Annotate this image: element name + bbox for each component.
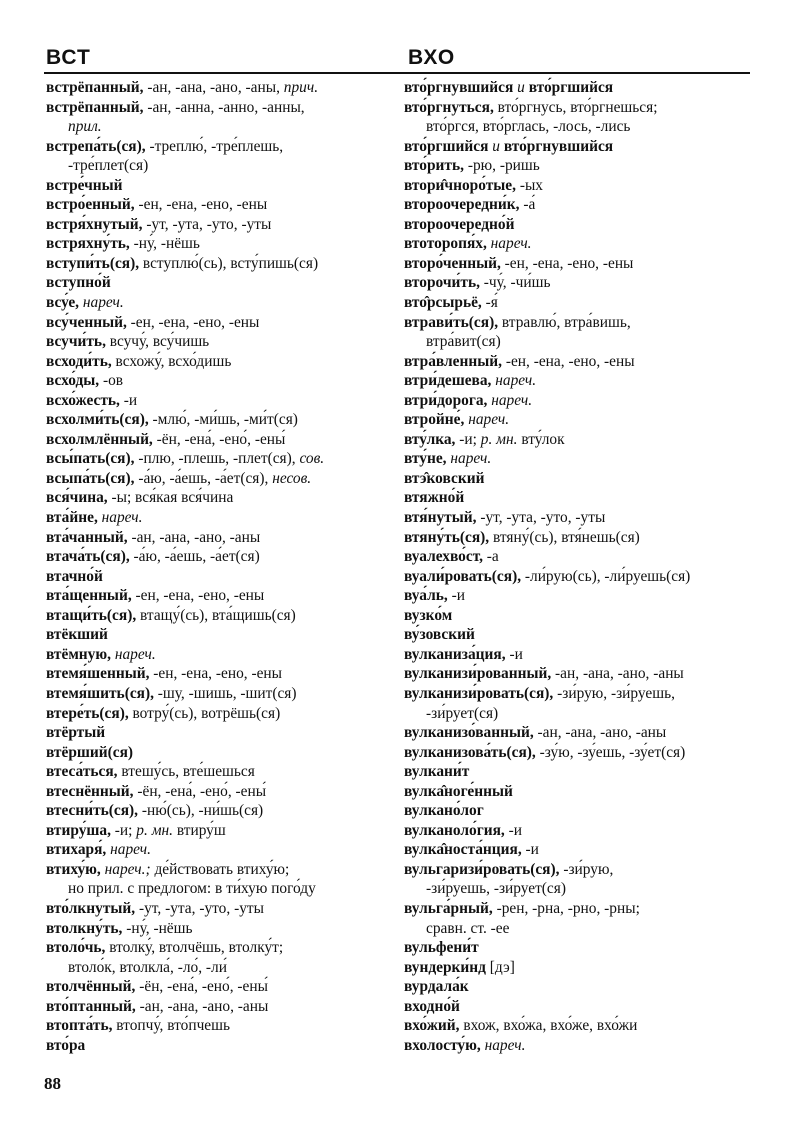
headword: вта́йне, [46, 509, 98, 527]
headword: встре́чный [46, 176, 123, 194]
usage-note: сравн. ст. [426, 919, 487, 937]
headword: втащи́ть(ся), [46, 606, 137, 624]
headword: вурдала́к [404, 978, 469, 996]
headword: вхолосту́ю, [404, 1036, 481, 1054]
entry-continuation: втра́вит(ся) [426, 333, 501, 351]
dictionary-entry [46, 195, 386, 215]
headword: втеснённый, [46, 782, 134, 800]
grammar-note: нареч. [464, 411, 510, 429]
dictionary-entry [404, 586, 754, 606]
entry-forms: -я́ [481, 294, 498, 312]
entry-forms: -и [447, 587, 465, 605]
entry-forms: -ут, -ута, -уто, -уты [476, 509, 606, 527]
entry-forms: в ти́хую пого́ду [211, 880, 316, 898]
dictionary-entry [404, 528, 754, 548]
headword: втра́вленный, [404, 352, 502, 370]
grammar-note: нареч. [110, 645, 156, 663]
entry-forms: -и; [110, 821, 137, 839]
headword: вступно́й [46, 274, 111, 292]
dictionary-entry [404, 762, 754, 782]
dictionary-entry [46, 176, 386, 196]
headword: всучи́ть, [46, 333, 106, 351]
dictionary-entry [404, 625, 754, 645]
entry-forms: втащу́(сь), вта́щишь(ся) [136, 606, 296, 624]
right-column [404, 78, 754, 1055]
headword: всхо́ды, [46, 372, 100, 390]
dictionary-entry [404, 938, 754, 958]
dictionary-entry [404, 98, 754, 118]
grammar-note: нареч. [486, 235, 532, 253]
dictionary-entry [46, 234, 386, 254]
headword: втемя́шить(ся), [46, 684, 154, 702]
dictionary-entry [46, 782, 386, 802]
entry-forms: -ен, -ена, -ено, -ены [149, 665, 282, 683]
headword: втяну́ть(ся), [404, 528, 490, 546]
headword: вта́щенный, [46, 587, 132, 605]
headword: втэ̂ковский [404, 469, 485, 487]
headword: вто́птанный, [46, 997, 136, 1015]
headword: втихаря́, [46, 841, 107, 859]
dictionary-entry [46, 899, 386, 919]
entry-forms: втешу́сь, вте́шешься [117, 763, 255, 781]
entry-forms: -и [504, 821, 523, 839]
headword: втача́ть(ся), [46, 548, 130, 566]
dictionary-entry [404, 1036, 754, 1056]
dictionary-entry [404, 645, 754, 665]
dictionary-entry [46, 273, 386, 293]
entry-forms: -и [119, 391, 138, 409]
headword: второочередни́к, [404, 196, 520, 214]
entry-continuation: вто́ргся, вто́рглась, -лось, -лись [426, 118, 631, 136]
dictionary-entry [404, 371, 754, 391]
entry-continuation: -зи́рует(ся) [426, 704, 499, 722]
entry-forms: -млю́, -ми́шь, -ми́т(ся) [148, 411, 298, 429]
header-right-guide-word: ВХО [408, 46, 456, 69]
headword: вту́лка, [404, 430, 456, 448]
dictionary-entry [404, 567, 754, 587]
dictionary-entry [46, 98, 386, 118]
entry-forms: вту́лок [517, 430, 565, 448]
entry-forms: -ен, -ена, -ено, -ены [501, 352, 635, 370]
entry-forms: -зу́ю, -зу́ешь, -зу́ет(ся) [535, 743, 686, 761]
headword: втиру́ша, [46, 821, 111, 839]
headword: втачно́й [46, 567, 103, 585]
grammar-note: несов. [272, 469, 312, 487]
headword: ву́зовский [404, 626, 475, 644]
headword: втя́нутый, [404, 509, 477, 527]
headword: встряхну́ть, [46, 235, 130, 253]
headword: встрёпанный, [46, 79, 144, 96]
left-column [46, 78, 386, 1055]
headword: всхолми́ть(ся), [46, 411, 149, 429]
headword: втопта́ть, [46, 1017, 113, 1035]
headword: вулканизо́ванный, [404, 724, 534, 742]
entry-continuation: втоло́к, втолкла́, -ло́, -ли́ [68, 958, 227, 976]
headword: вулканизи́рованный, [404, 665, 552, 683]
headword: вулка̂ноге́нный [404, 782, 513, 800]
headword: второ́ченный, [404, 254, 501, 272]
dictionary-entry [404, 840, 754, 860]
entry-forms: -ню́(сь), -ни́шь(ся) [138, 802, 264, 820]
entry-continuation: -зи́руешь, -зи́рует(ся) [426, 880, 566, 898]
headword: всыпа́ть(ся), [46, 469, 135, 487]
grammar-note: нареч. [491, 372, 537, 390]
entry-forms: -ых [515, 176, 543, 194]
entry-forms: -ён, -ена́, -ено́, -ены́ [133, 782, 267, 800]
grammar-note: и [513, 79, 525, 96]
dictionary-entry [46, 254, 386, 274]
headword: втере́ть(ся), [46, 704, 129, 722]
entry-continuation: -тре́плет(ся) [68, 157, 149, 175]
entry-forms: -ан, -ана, -ано, -аны, [143, 79, 284, 96]
headword-variant: вто́ргнувшийся [499, 137, 614, 155]
dictionary-entry [46, 430, 386, 450]
headword: втори̂чноро́тые, [404, 176, 516, 194]
dictionary-entry [46, 743, 386, 763]
headword: втиху́ю, [46, 860, 101, 878]
entry-forms: -а [482, 548, 499, 566]
entry-forms: -чу́, -чи́шь [479, 274, 551, 292]
headword: второчи́ть, [404, 274, 480, 292]
headword: вузко́м [404, 606, 453, 624]
headword: вту́не, [404, 450, 447, 468]
headword: втёкший [46, 626, 108, 644]
entry-forms: -рю, -ришь [463, 157, 540, 175]
headword: вулканизова́ть(ся), [404, 743, 536, 761]
entry-forms: -ну́, -нёшь [122, 919, 193, 937]
dictionary-entry [46, 938, 386, 958]
dictionary-entry [46, 528, 386, 548]
headword: вулка̂носта́нция, [404, 841, 522, 859]
entry-forms: всучу́, всу́чишь [105, 333, 210, 351]
headword: вуалехво́ст, [404, 548, 483, 566]
running-header [44, 42, 750, 74]
grammar-note: и [488, 137, 500, 155]
entry-forms: -и [521, 841, 539, 859]
dictionary-entry [404, 78, 754, 98]
entry-forms: -ан, -ана, -ано, -аны [135, 997, 269, 1015]
dictionary-entry [404, 449, 754, 469]
dictionary-entry [404, 430, 754, 450]
dictionary-entry [46, 1036, 386, 1056]
dictionary-entry [46, 664, 386, 684]
headword: втройне́, [404, 411, 465, 429]
dictionary-entry [46, 449, 386, 469]
entry-forms: -ан, -анна, -анно, -анны, [143, 98, 305, 116]
dictionary-entry [404, 215, 754, 235]
headword: втеса́ться, [46, 763, 118, 781]
headword: втёрший(ся) [46, 743, 134, 761]
entry-forms: -ен, -ена, -ено, -ены [134, 196, 268, 214]
dictionary-entry [404, 410, 754, 430]
headword: вта́чанный, [46, 528, 128, 546]
dictionary-entry [46, 1016, 386, 1036]
headword: втемя́шенный, [46, 665, 150, 683]
headword: втоторопя́х, [404, 235, 487, 253]
entry-forms: -а́ю, -а́ешь, -а́ет(ся) [129, 548, 260, 566]
headword: встрепа́ть(ся), [46, 137, 146, 155]
headword: вульфени́т [404, 939, 479, 957]
grammar-note: р. мн. [480, 430, 518, 448]
entry-forms: вступлю́(сь), всту́пишь(ся) [139, 254, 319, 272]
header-left-guide-word: ВСТ [46, 46, 91, 69]
entry-forms: -ли́рую(сь), -ли́руешь(ся) [521, 567, 691, 585]
dictionary-entry [46, 586, 386, 606]
headword: вулкани́т [404, 763, 470, 781]
headword: вульгаризи́ровать(ся), [404, 860, 560, 878]
dictionary-entry [46, 293, 386, 313]
dictionary-entry [46, 371, 386, 391]
dictionary-entry [46, 313, 386, 333]
grammar-note: прич. [283, 79, 319, 96]
dictionary-entry [46, 488, 386, 508]
grammar-note: нареч. [106, 841, 151, 859]
entry-forms: -треплю́, -тре́плешь, [145, 137, 284, 155]
headword: втёмную, [46, 645, 111, 663]
headword-variant: вто́ргшийся [524, 79, 614, 96]
dictionary-entry [404, 743, 754, 763]
grammar-note: нареч.; [100, 860, 151, 878]
headword: вуали́ровать(ся), [404, 567, 522, 585]
dictionary-entry [46, 391, 386, 411]
dictionary-entry [404, 137, 754, 157]
dictionary-entry [404, 684, 754, 704]
entry-forms: -шу, -шишь, -шит(ся) [153, 684, 297, 702]
headword: вулканоло́гия, [404, 821, 505, 839]
dictionary-entry [404, 860, 754, 880]
dictionary-entry [404, 723, 754, 743]
dictionary-entry [46, 547, 386, 567]
dictionary-entry [404, 664, 754, 684]
dictionary-entry [404, 313, 754, 333]
dictionary-entry [46, 625, 386, 645]
dictionary-entry [404, 254, 754, 274]
headword: всхолмлённый, [46, 430, 153, 448]
entry-forms: -ен, -ена, -ено, -ены [500, 254, 634, 272]
entry-forms: втопчу́, вто́пчешь [112, 1017, 231, 1035]
dictionary-entry [404, 899, 754, 919]
entry-forms: -и [505, 645, 523, 663]
headword: втолчённый, [46, 978, 136, 996]
headword: вто́ра [46, 1036, 86, 1054]
headword: вхо́жий, [404, 1017, 460, 1035]
entry-forms: всхожу́, всхо́дишь [111, 352, 232, 370]
grammar-note: нареч. [446, 450, 492, 468]
dictionary-entry [46, 410, 386, 430]
entry-forms: втолку́, втолчёшь, втолку́т; [105, 939, 284, 957]
dictionary-entry [46, 801, 386, 821]
dictionary-entry [404, 156, 754, 176]
entry-forms: -а́ [519, 196, 536, 214]
grammar-note: сов. [299, 450, 325, 468]
entry-forms: втяну́(сь), втя́нешь(ся) [489, 528, 640, 546]
grammar-note: нареч. [79, 294, 124, 312]
entry-forms: -ну́, -нёшь [129, 235, 200, 253]
dictionary-entry [46, 860, 386, 880]
headword: встря́хнутый, [46, 215, 143, 233]
dictionary-entry [46, 215, 386, 235]
dictionary-entry [46, 684, 386, 704]
headword: вундерки́нд [404, 958, 486, 976]
dictionary-entry [46, 606, 386, 626]
entry-forms: вотру́(сь), вотрёшь(ся) [128, 704, 281, 722]
entry-forms: -зи́рую, [559, 860, 614, 878]
dictionary-entry [404, 176, 754, 196]
headword: вся́чина, [46, 489, 108, 507]
entry-forms: -ы; вся́кая вся́чина [107, 489, 234, 507]
dictionary-entry [46, 840, 386, 860]
headword: вто́лкнутый, [46, 899, 136, 917]
dictionary-entry [404, 234, 754, 254]
dictionary-entry [46, 508, 386, 528]
grammar-note: нареч. [487, 391, 533, 409]
dictionary-entry [404, 391, 754, 411]
usage-note: но прил. с предлогом: [68, 880, 212, 898]
entry-forms: вто́ргнусь, вто́ргнешься; [493, 98, 658, 116]
headword: входно́й [404, 997, 460, 1015]
page-number: 88 [44, 1074, 61, 1093]
headword: вто́ргшийся [404, 137, 489, 155]
headword: встрёпанный, [46, 98, 144, 116]
dictionary-entry [404, 997, 754, 1017]
headword: втоло́чь, [46, 939, 106, 957]
entry-forms: -ан, -ана, -ано, -аны [551, 665, 684, 683]
entry-forms: -рен, -рна, -рно, -рны; [492, 899, 640, 917]
headword: всы́пать(ся), [46, 450, 135, 468]
dictionary-entry [46, 332, 386, 352]
grammar-note: нареч. [97, 509, 143, 527]
entry-forms: -ан, -ана, -ано, -аны [127, 528, 261, 546]
grammar-note: р. мн. [136, 821, 173, 839]
entry-forms: -ен, -ена, -ено, -ены [126, 313, 260, 331]
headword: встро́енный, [46, 196, 135, 214]
headword: втяжно́й [404, 489, 465, 507]
headword: вто́ргнувшийся [404, 79, 514, 96]
dictionary-entry [46, 704, 386, 724]
dictionary-entry [404, 958, 754, 978]
headword: вулканиза́ция, [404, 645, 506, 663]
entry-forms: вхож, вхо́жа, вхо́же, вхо́жи [459, 1017, 638, 1035]
dictionary-entry [46, 723, 386, 743]
dictionary-entry [46, 762, 386, 782]
dictionary-entry [404, 801, 754, 821]
headword: втолкну́ть, [46, 919, 123, 937]
entry-forms: де́йствовать втиху́ю; [150, 860, 290, 878]
dictionary-entry [404, 469, 754, 489]
headword: вто́рить, [404, 157, 464, 175]
dictionary-entry [46, 137, 386, 157]
dictionary-entry [46, 567, 386, 587]
headword: втри́дорога, [404, 391, 488, 409]
entry-forms: -ён, -ена́, -ено́, -ены́ [152, 430, 286, 448]
dictionary-entry [404, 547, 754, 567]
headword: втесни́ть(ся), [46, 802, 139, 820]
headword: всхо́жесть, [46, 391, 120, 409]
dictionary-entry [46, 997, 386, 1017]
entry-forms: -ов [99, 372, 124, 390]
entry-forms: -ее [486, 919, 510, 937]
dictionary-entry [46, 352, 386, 372]
entry-continuation: прил. [68, 118, 102, 136]
dictionary-entry [404, 782, 754, 802]
entry-forms: -ен, -ена, -ено, -ены [131, 587, 265, 605]
entry-continuation [46, 879, 386, 899]
dictionary-entry [46, 78, 386, 98]
headword: втри́дешева, [404, 372, 492, 390]
headword: всу́е, [46, 294, 80, 312]
entry-forms: втиру́ш [173, 821, 226, 839]
entry-forms: -плю, -плешь, -плет(ся), [134, 450, 300, 468]
dictionary-entry [46, 977, 386, 997]
entry-continuation [404, 919, 754, 939]
dictionary-entry [404, 293, 754, 313]
headword: вто̂рсырьё, [404, 294, 482, 312]
headword: всу́ченный, [46, 313, 127, 331]
grammar-note: нареч. [480, 1036, 526, 1054]
dictionary-entry [46, 919, 386, 939]
headword: втёртый [46, 724, 106, 742]
dictionary-entry [404, 352, 754, 372]
entry-forms: -зи́рую, -зи́руешь, [553, 684, 675, 702]
headword: вулканизи́ровать(ся), [404, 684, 554, 702]
headword: вступи́ть(ся), [46, 254, 140, 272]
dictionary-entry [46, 645, 386, 665]
headword: вульга́рный, [404, 899, 493, 917]
entry-forms: -ан, -ана, -ано, -аны [533, 724, 667, 742]
dictionary-entry [46, 821, 386, 841]
entry-forms: -и; [455, 430, 481, 448]
dictionary-entry [404, 488, 754, 508]
entry-forms: -ут, -ута, -уто, -уты [135, 899, 264, 917]
headword: вуа́ль, [404, 587, 448, 605]
entry-forms: втравлю́, втра́вишь, [498, 313, 631, 331]
dictionary-entry [404, 195, 754, 215]
headword: вто́ргнуться, [404, 98, 494, 116]
headword: второочередно́й [404, 215, 515, 233]
dictionary-entry [46, 469, 386, 489]
dictionary-entry [404, 606, 754, 626]
headword: втрави́ть(ся), [404, 313, 499, 331]
dictionary-entry [404, 821, 754, 841]
dictionary-entry [404, 273, 754, 293]
dictionary-entry [404, 508, 754, 528]
headword: вулкано́лог [404, 802, 484, 820]
entry-forms: -а́ю, -а́ешь, -а́ет(ся), [134, 469, 273, 487]
entry-forms: -ут, -ута, -уто, -уты [142, 215, 272, 233]
entry-forms: -ён, -ена́, -ено́, -ены́ [135, 978, 268, 996]
dictionary-entry [404, 1016, 754, 1036]
dictionary-entry [404, 977, 754, 997]
headword: всходи́ть, [46, 352, 112, 370]
entry-forms: [дэ] [485, 958, 515, 976]
